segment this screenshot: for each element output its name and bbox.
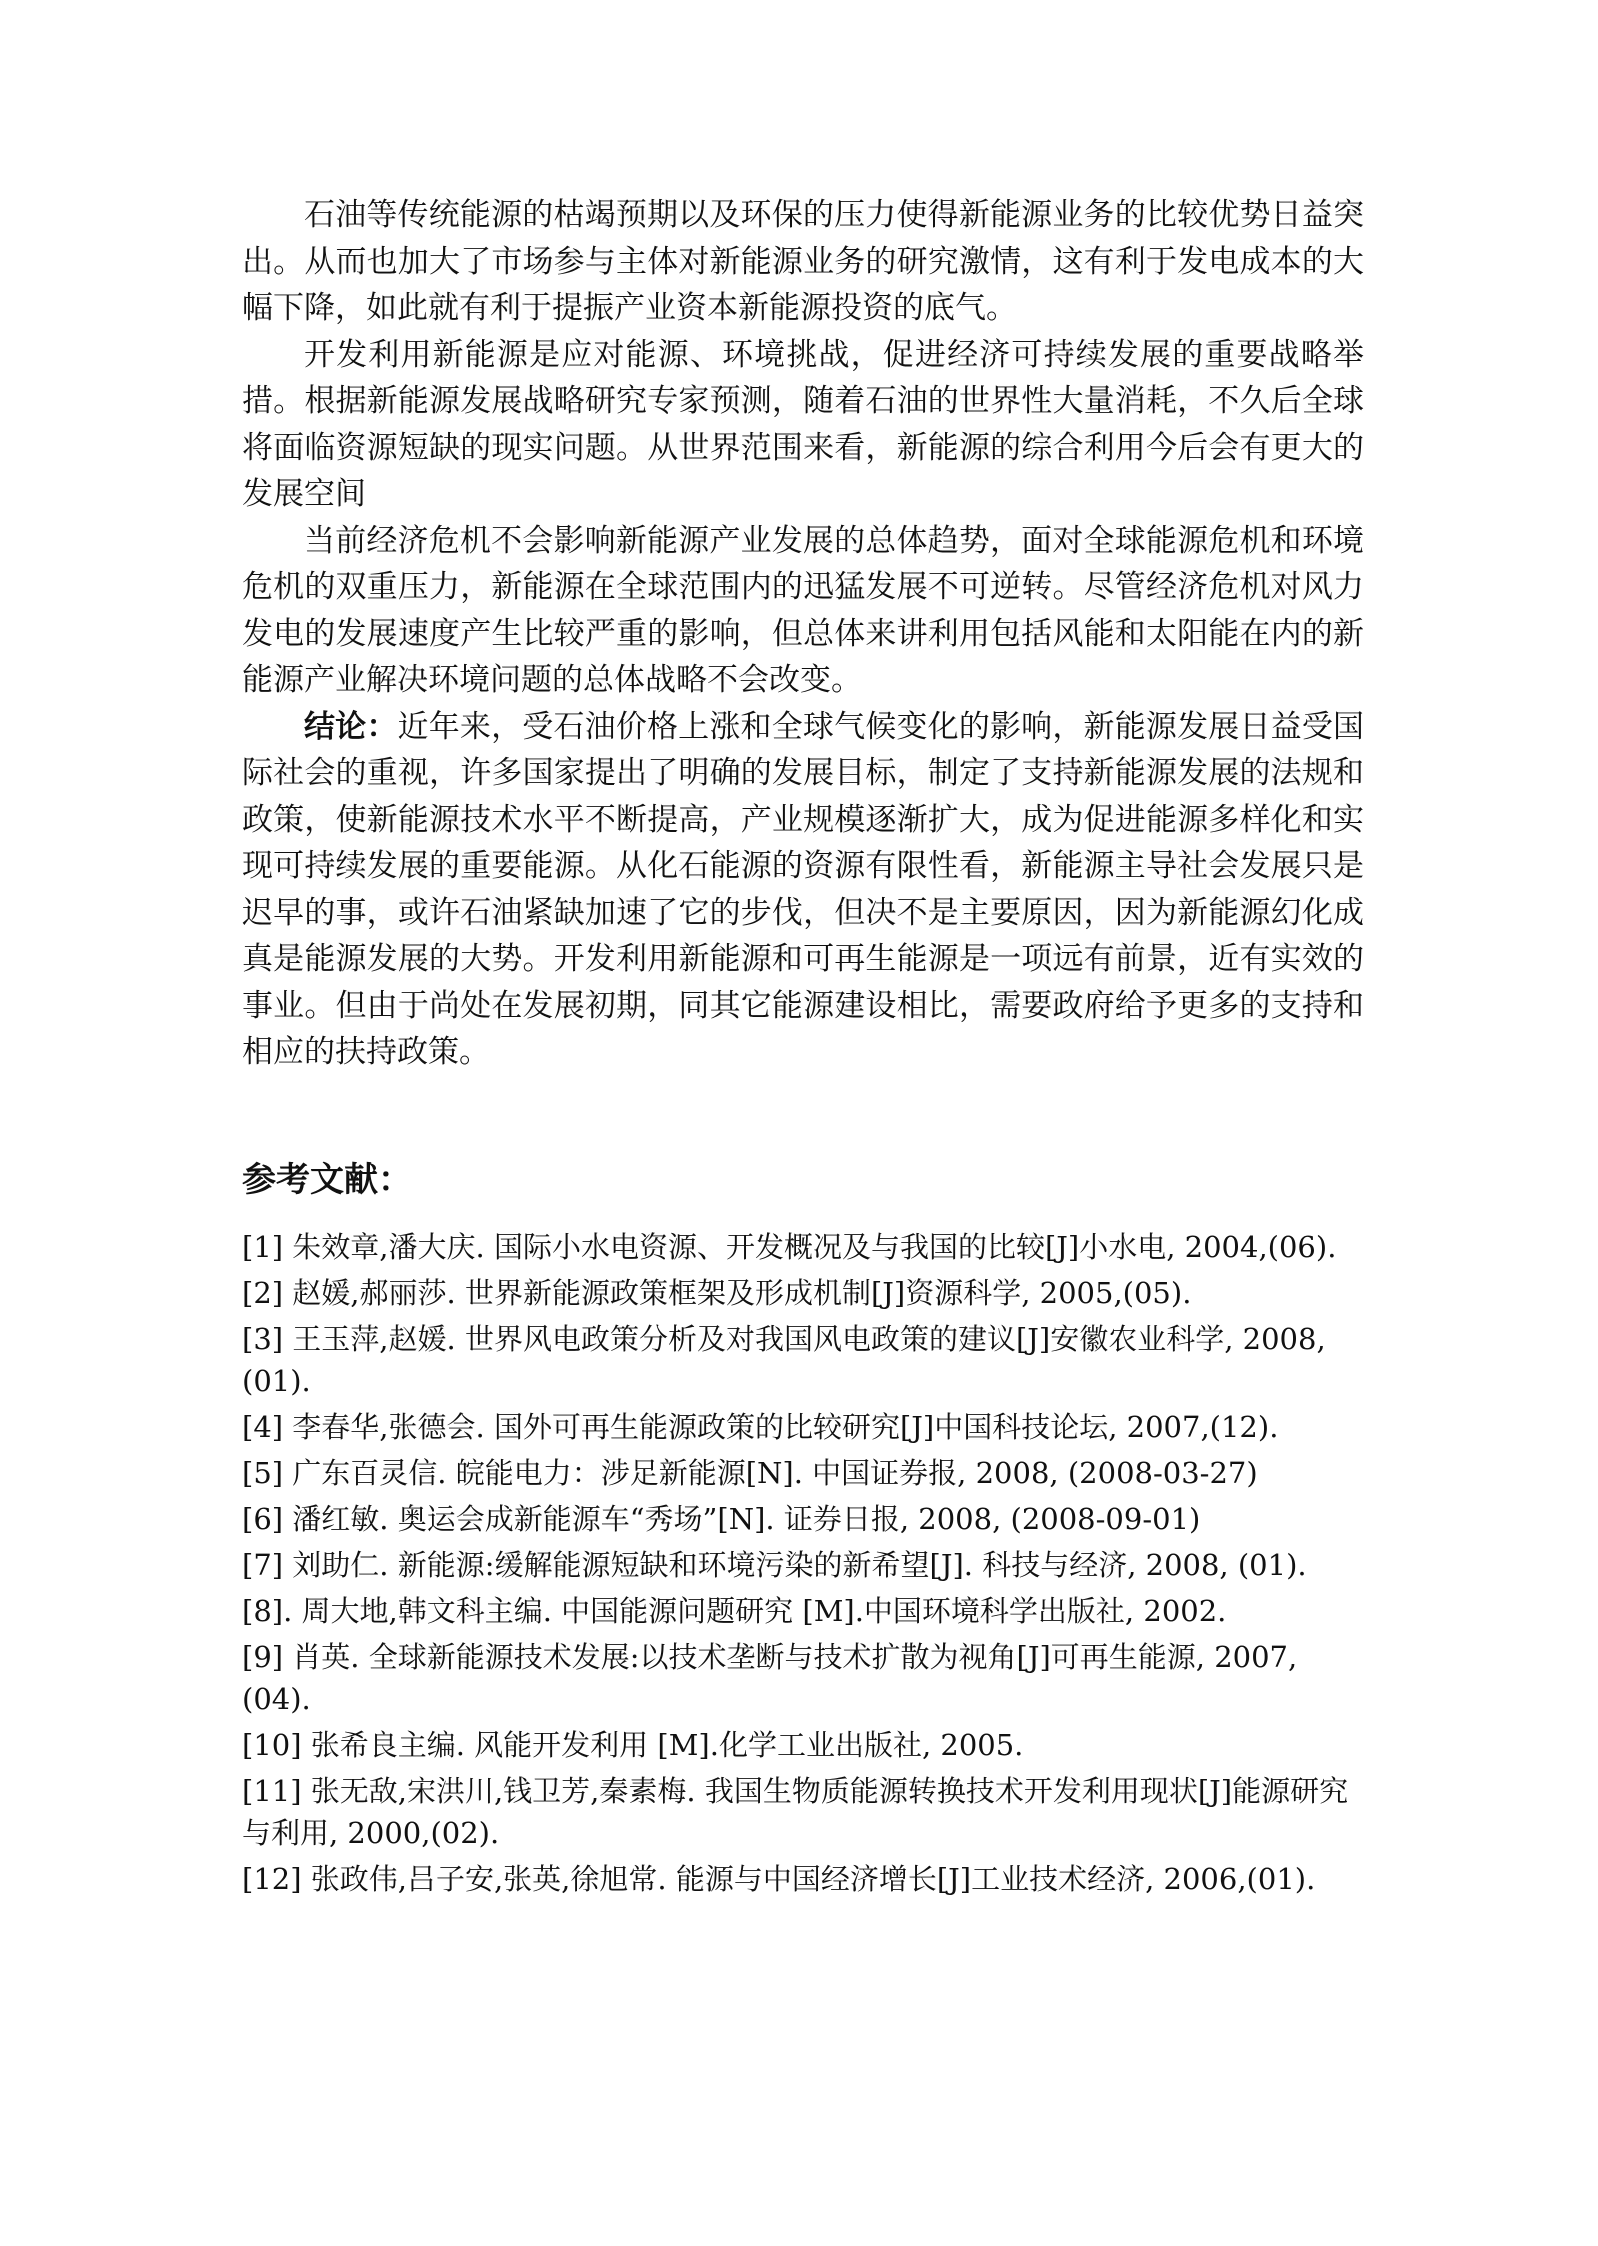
body-paragraph-1: 石油等传统能源的枯竭预期以及环保的压力使得新能源业务的比较优势日益突出。从而也加大了市场参与主体对新能源业务的研究激情，这有利于发电成本的大幅下降，如此就有利于提振产业资本新能源投资的底气。 <box>242 197 1364 326</box>
reference-item-8: [8]. 周大地,韩文科主编. 中国能源问题研究 [M].中国环境科学出版社, 2002. <box>242 1593 1227 1628</box>
reference-item-6: [6] 潘红敏. 奥运会成新能源车“秀场”[N]. 证券日报, 2008, (2008-09-01) <box>242 1501 1201 1536</box>
reference-item-9: [9] 肖英. 全球新能源技术发展:以技术垄断与技术扩散为视角[J]可再生能源, 2007, (04). <box>242 1639 1298 1716</box>
reference-item-3: [3] 王玉萍,赵媛. 世界风电政策分析及对我国风电政策的建议[J]安徽农业科学, 2008,(01). <box>242 1321 1326 1398</box>
document-page <box>242 192 1364 1904</box>
reference-item-5: [5] 广东百灵信. 皖能电力：涉足新能源[N]. 中国证券报, 2008, (2008-03-27) <box>242 1455 1258 1490</box>
reference-item-2: [2] 赵媛,郝丽莎. 世界新能源政策框架及形成机制[J]资源科学, 2005,(05). <box>242 1275 1192 1310</box>
reference-item-7: [7] 刘助仁. 新能源:缓解能源短缺和环境污染的新希望[J]. 科技与经济, 2008, (01). <box>242 1547 1307 1582</box>
reference-item-12: [12] 张政伟,吕子安,张英,徐旭常. 能源与中国经济增长[J]工业技术经济, 2006,(01). <box>242 1861 1316 1896</box>
conclusion-label: 结论： <box>304 708 398 745</box>
body-paragraph-2: 开发利用新能源是应对能源、环境挑战，促进经济可持续发展的重要战略举措。根据新能源发展战略研究专家预测，随着石油的世界性大量消耗，不久后全球将面临资源短缺的现实问题。从世界范围来看，新能源的综合利用今后会有更大的发展空间 <box>242 336 1364 512</box>
reference-item-10: [10] 张希良主编. 风能开发利用 [M].化学工业出版社, 2005. <box>242 1727 1024 1762</box>
references-heading: 参考文献： <box>242 1159 412 1200</box>
reference-list <box>242 1226 1364 1900</box>
reference-item-4: [4] 李春华,张德会. 国外可再生能源政策的比较研究[J]中国科技论坛, 2007,(12). <box>242 1409 1279 1444</box>
conclusion-paragraph <box>242 704 1364 1076</box>
body-paragraph-3: 当前经济危机不会影响新能源产业发展的总体趋势，面对全球能源危机和环境危机的双重压力，新能源在全球范围内的迅猛发展不可逆转。尽管经济危机对风力发电的发展速度产生比较严重的影响，但总体来讲利用包括风能和太阳能在内的新能源产业解决环境问题的总体战略不会改变。 <box>242 522 1364 698</box>
reference-item-11: [11] 张无敌,宋洪川,钱卫芳,秦素梅. 我国生物质能源转换技术开发利用现状[J]能源研究与利用, 2000,(02). <box>242 1773 1349 1850</box>
reference-item-1: [1] 朱效章,潘大庆. 国际小水电资源、开发概况及与我国的比较[J]小水电, 2004,(06). <box>242 1229 1337 1264</box>
conclusion-text: 近年来，受石油价格上涨和全球气候变化的影响，新能源发展日益受国际社会的重视，许多国家提出了明确的发展目标，制定了支持新能源发展的法规和政策，使新能源技术水平不断提高，产业规模逐渐扩大，成为促进能源多样化和实现可持续发展的重要能源。从化石能源的资源有限性看，新能源主导社会发展只是迟早的事，或许石油紧缺加速了它的步伐，但决不是主要原因，因为新能源幻化成真是能源发展的大势。开发利用新能源和可再生能源是一项远有前景，近有实效的事业。但由于尚处在发展初期，同其它能源建设相比，需要政府给予更多的支持和相应的扶持政策。 <box>242 708 1364 1070</box>
